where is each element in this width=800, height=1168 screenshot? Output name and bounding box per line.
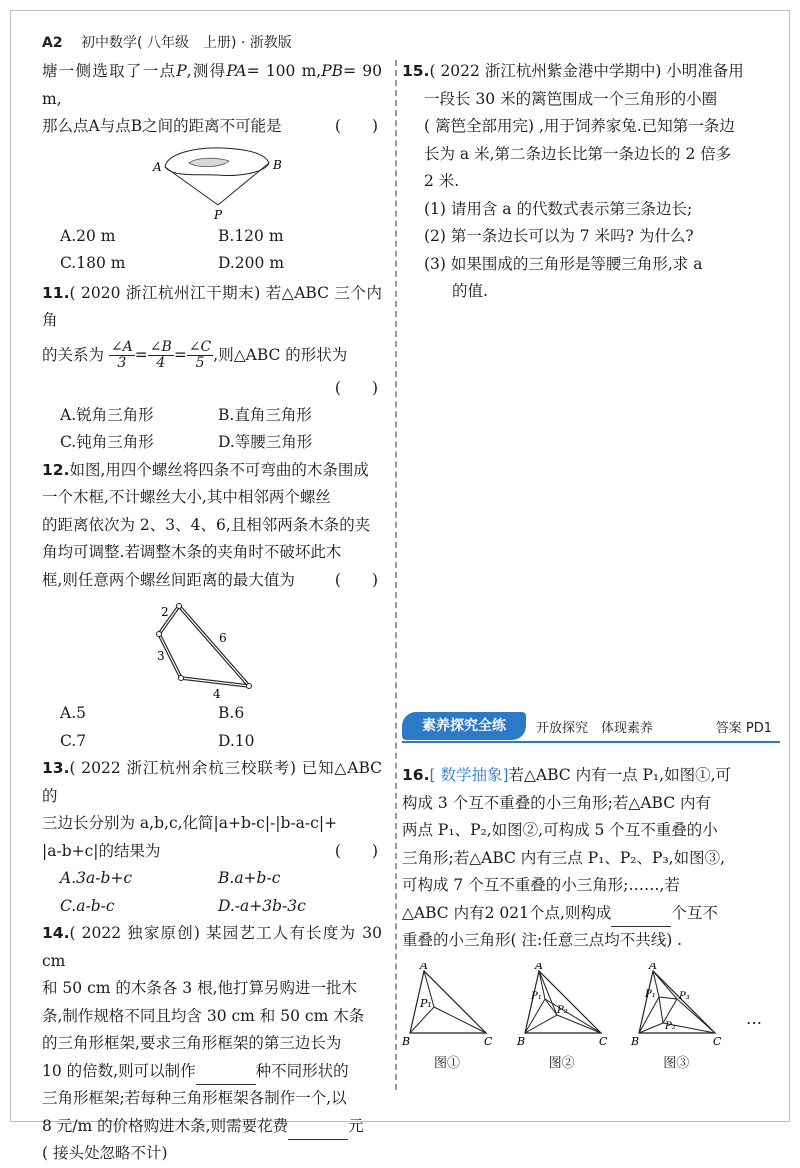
left-column [42,58,382,1168]
svg-text:A: A [534,962,543,972]
q13-line3 [42,838,382,866]
side-label-2: 2 [161,605,169,619]
q16-text: △ABC 内有2 021个点,则构成 [402,903,612,922]
answer-reference: 答案 PD1 [715,721,772,736]
banner-rule [402,741,780,743]
question-number: 14. [42,924,70,942]
svg-text:P₃: P₃ [679,990,691,1002]
svg-text:A: A [649,962,658,972]
q10-options [60,223,382,278]
question-15 [402,58,782,306]
question-number: 11. [42,283,70,302]
q10-text: = 100 m, [246,62,322,80]
q12-line1 [42,457,382,485]
option-c: C.7 [60,731,87,750]
q14-line5 [42,1058,382,1086]
q15-text: ( 篱笆全部用完) ,用于饲养家兔.已知第一条边 [424,117,735,135]
equals: = [134,345,148,364]
section-tag: 素养探究全练 [402,712,526,740]
triangle-figures [402,963,762,1073]
option-b: B.6 [218,704,245,722]
q16-text: 可构成 7 个互不重叠的小三角形;……,若 [402,876,680,894]
caption-2: 图② [548,1056,575,1071]
topic-tag: [ 数学抽象] [429,766,509,784]
option-d: D.-a+3b-3c [218,896,306,915]
question-12 [42,457,382,756]
q11-options [60,402,335,457]
right-column [402,58,782,306]
q16-line1 [402,762,782,790]
answer-bracket: ( ) [334,570,378,589]
q14-text: ( 2022 独家原创) 某园艺工人有长度为 30 cm [42,924,382,970]
label-p: P [214,207,223,221]
q12-line5 [42,567,382,595]
q11-line2 [42,335,382,375]
question-number: 13. [42,759,70,777]
page-header [42,32,292,52]
q14-text: 三角形框架;若每种三角形框架各制作一个,以 [42,1089,347,1107]
q15-text: 一段长 30 米的篱笆围成一个三角形的小圈 [424,89,718,108]
option-d: D.200 m [218,254,285,272]
q14-text: 10 的倍数,则可以制作 [42,1061,196,1080]
question-16 [402,762,782,1072]
ellipsis: … [745,1008,762,1028]
q14-line1 [42,920,382,975]
triangle-figure-3 [631,963,721,1047]
caption-3: 图③ [663,1056,690,1071]
option-a: A.20 m [60,226,116,245]
option-a: A.锐角三角形 [60,405,154,424]
option-c: C.钝角三角形 [60,433,154,451]
q14-text: 8 元/m 的价格购进木条,则需要花费 [42,1116,289,1135]
svg-text:P₁: P₁ [420,996,432,1010]
q15-subquestion-1: (1) 请用含 a 的代数式表示第三条边长; [424,199,693,218]
q12-text: 如图,用四个螺丝将四条不可弯曲的木条围成 [69,460,369,479]
option-b: B.直角三角形 [218,405,312,424]
answer-bracket: ( ) [334,378,378,397]
option-c: C.a-b-c [60,896,115,915]
option-d: D.10 [218,731,255,750]
q15-line1 [402,58,782,86]
question-number: 12. [42,460,70,479]
q13-text: ( 2022 浙江杭州余杭三校联考) 已知△ABC 的 [42,759,382,805]
q16-text: 两点 P₁、P₂,如图②,可构成 5 个互不重叠的小 [402,821,718,839]
svg-text:C: C [598,1034,607,1047]
fill-blank[interactable] [196,1068,256,1085]
q10-text: ,测得 [186,62,227,80]
q13-text: |a-b+c|的结果为 [42,841,161,860]
pond-figure [137,143,287,221]
fill-blank[interactable] [611,910,671,927]
q14-text: 种不同形状的 [255,1061,349,1080]
question-13 [42,755,382,920]
question-10 [42,58,382,278]
q16-text: 构成 3 个互不重叠的小三角形;若△ABC 内有 [402,793,712,812]
q12-text: 一个木框,不计螺丝大小,其中相邻两个螺丝 [42,488,331,506]
caption-1: 图① [433,1056,460,1071]
svg-text:B: B [631,1034,640,1047]
answer-bracket: ( ) [334,841,378,860]
q14-line7 [42,1113,382,1141]
q16-text: 个互不 [671,903,718,922]
q10-var: PA [226,62,247,80]
q11-line3 [42,375,382,402]
figure-3 [631,963,721,1073]
q12-text: 角均可调整.若调整木条的夹角时不破坏此木 [42,543,342,561]
svg-text:B: B [402,1034,411,1047]
q11-text: ( 2020 浙江杭州江干期末) 若△ABC 三个内角 [42,283,382,329]
q10-text: = 90 m, [42,62,382,108]
q13-options [60,865,382,920]
q15-subquestion-3-cont: 的值. [452,282,488,300]
question-number: 15. [402,62,430,80]
q11-text: ,则△ABC 的形状为 [213,345,348,364]
q10-text: 那么点A与点B之间的距离不可能是 [42,117,282,135]
q14-text: 和 50 cm 的木条各 3 根,他打算另购进一批木 [42,979,358,997]
svg-text:C: C [484,1034,492,1047]
q13-line1 [42,755,382,810]
answer-bracket: ( ) [334,117,378,135]
q15-text: ( 2022 浙江杭州紫金港中学期中) 小明准备用 [429,62,744,80]
q16-text: 三角形;若△ABC 内有三点 P₁、P₂、P₃,如图③, [402,848,726,867]
svg-text:C: C [713,1034,722,1047]
fraction-a: $\frac{\angle A}{3}$ [110,339,133,371]
label-a: A [153,159,162,174]
q12-text: 的距离依次为 2、3、4、6,且相邻两条木条的夹 [42,515,371,534]
q10-line2 [42,113,382,141]
svg-text:P₂: P₂ [665,1020,677,1032]
fraction-b: $\frac{\angle B}{4}$ [149,339,172,371]
q16-text: 若△ABC 内有一点 P₁,如图①,可 [508,766,732,784]
svg-text:P₁: P₁ [645,988,657,1000]
q16-text: 重叠的小三角形( 注:任意三点均不共线) . [402,931,683,949]
fraction-c: $\frac{\angle C}{5}$ [188,339,212,371]
q10-text: 塘一侧选取了一点 [42,62,177,80]
q15-text: 2 米. [424,172,460,190]
q16-line6 [402,900,782,928]
option-b: B.a+b-c [218,869,281,887]
svg-text:B: B [516,1034,525,1047]
q11-text: 的关系为 [42,345,105,364]
question-number: 16. [402,766,430,784]
q15-subquestion-2: (2) 第一条边长可以为 7 米吗? 为什么? [424,227,694,245]
q15-text: 长为 a 米,第二条边长比第一条边长的 2 倍多 [424,144,732,163]
figure-1 [402,963,492,1073]
equals: = [173,345,187,364]
q11-line1 [42,280,382,335]
option-c: C.180 m [60,254,126,272]
question-11 [42,280,382,457]
q14-text: 条,制作规格不同且均含 30 cm 和 50 cm 木条 [42,1006,365,1025]
q15-subquestion-3: (3) 如果围成的三角形是等腰三角形,求 a [424,254,703,273]
figure-2 [517,963,607,1073]
q12-options [60,700,382,755]
q14-text: 元 [348,1116,364,1135]
option-a: A.5 [60,704,86,722]
svg-text:P₁: P₁ [530,990,542,1002]
book-title: 初中数学( 八年级 上册) · 浙教版 [81,35,292,51]
side-label-4: 4 [213,687,221,698]
column-divider [395,60,397,1090]
q14-text: ( 接头处忽略不计) [42,1144,168,1162]
section-subtitle: 开放探究 体现素养 [536,721,654,736]
q14-text: 的三角形框架,要求三角形框架的第三边长为 [42,1034,342,1052]
triangle-figure-1 [402,963,492,1047]
svg-text:P₂: P₂ [556,1004,568,1016]
triangle-figure-2 [517,963,607,1047]
page-number: A2 [42,35,63,51]
label-b: B [273,157,282,172]
q10-var: PB [321,62,344,80]
q10-var: P [176,62,187,80]
question-14 [42,920,382,1168]
q12-text: 框,则任意两个螺丝间距离的最大值为 [42,570,295,589]
svg-text:A: A [420,962,428,972]
option-b: B.120 m [218,226,284,245]
q10-line1 [42,58,382,113]
section-banner [402,712,780,742]
side-label-6: 6 [219,631,227,645]
option-d: D.等腰三角形 [218,433,313,451]
wooden-frame-figure [147,596,277,698]
q13-text: 三边长分别为 a,b,c,化简|a+b-c|-|b-a-c|+ [42,814,338,832]
side-label-3: 3 [157,649,165,663]
option-a: A.3a-b+c [60,869,133,887]
